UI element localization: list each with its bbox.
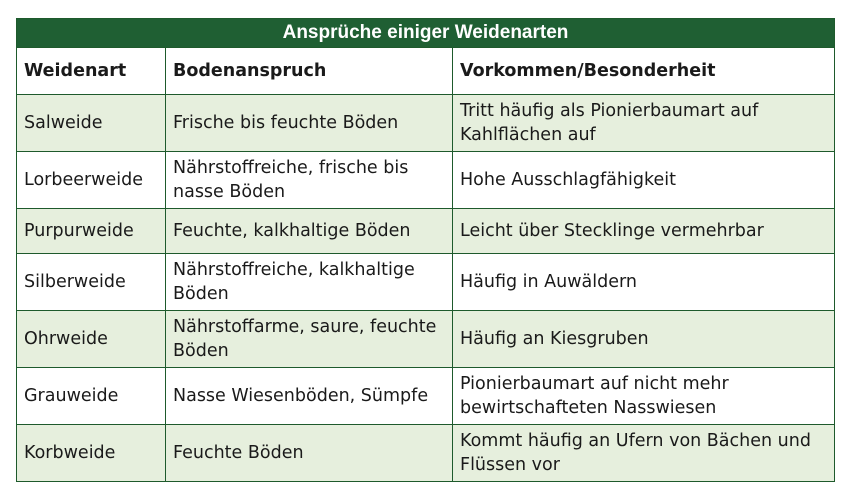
willow-requirements-table	[16, 18, 835, 482]
cell-weidenart: Salweide	[17, 95, 166, 152]
cell-weidenart: Korbweide	[17, 425, 166, 482]
cell-bodenanspruch: Nährstoffreiche, frische bis nasse Böden	[166, 152, 453, 209]
column-header-bodenanspruch: Bodenanspruch	[166, 48, 453, 95]
cell-weidenart: Lorbeerweide	[17, 152, 166, 209]
table-title-row	[17, 19, 835, 48]
cell-weidenart: Silberweide	[17, 254, 166, 311]
column-header-weidenart: Weidenart	[17, 48, 166, 95]
column-header-vorkommen: Vorkommen/Besonderheit	[453, 48, 835, 95]
willow-requirements-table-container	[16, 18, 834, 482]
table-row	[17, 209, 835, 254]
cell-weidenart: Purpurweide	[17, 209, 166, 254]
table-row	[17, 152, 835, 209]
cell-bodenanspruch: Feuchte Böden	[166, 425, 453, 482]
cell-vorkommen: Häufig an Kiesgruben	[453, 311, 835, 368]
cell-bodenanspruch: Nährstoffarme, saure, feuchte Böden	[166, 311, 453, 368]
cell-vorkommen: Leicht über Stecklinge vermehrbar	[453, 209, 835, 254]
table-header-row	[17, 48, 835, 95]
cell-weidenart: Ohrweide	[17, 311, 166, 368]
cell-bodenanspruch: Frische bis feuchte Böden	[166, 95, 453, 152]
cell-bodenanspruch: Nasse Wiesenböden, Sümpfe	[166, 368, 453, 425]
cell-vorkommen: Häufig in Auwäldern	[453, 254, 835, 311]
table-row	[17, 311, 835, 368]
cell-bodenanspruch: Nährstoffreiche, kalkhaltige Böden	[166, 254, 453, 311]
cell-vorkommen: Tritt häufig als Pionierbaumart auf Kahlflächen auf	[453, 95, 835, 152]
cell-vorkommen: Pionierbaumart auf nicht mehr bewirtschafteten Nasswiesen	[453, 368, 835, 425]
table-title: Ansprüche einiger Weidenarten	[17, 19, 835, 48]
cell-bodenanspruch: Feuchte, kalkhaltige Böden	[166, 209, 453, 254]
table-row	[17, 254, 835, 311]
cell-vorkommen: Kommt häufig an Ufern von Bächen und Flüssen vor	[453, 425, 835, 482]
cell-vorkommen: Hohe Ausschlagfähigkeit	[453, 152, 835, 209]
table-row	[17, 425, 835, 482]
table-row	[17, 368, 835, 425]
cell-weidenart: Grauweide	[17, 368, 166, 425]
table-row	[17, 95, 835, 152]
